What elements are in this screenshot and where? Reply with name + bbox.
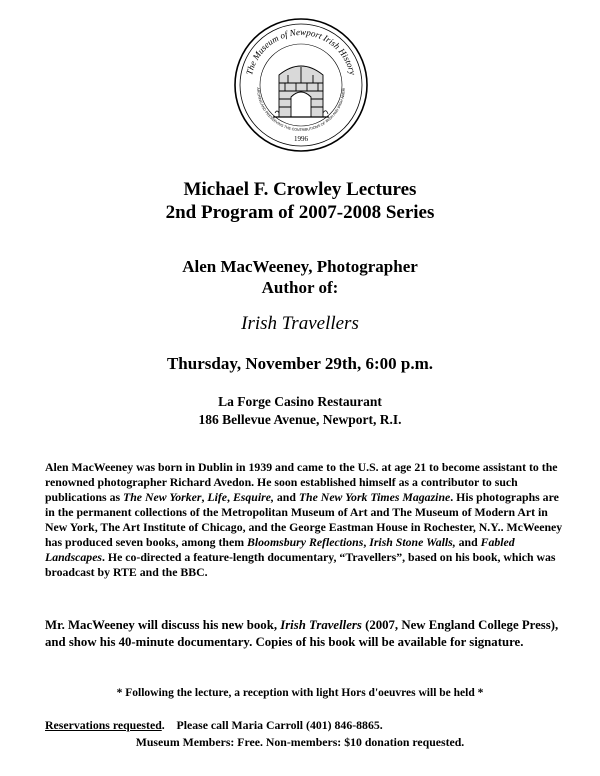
venue-address: 186 Bellevue Avenue, Newport, R.I. xyxy=(198,412,402,427)
venue-name: La Forge Casino Restaurant xyxy=(218,394,382,409)
reservations-label: Reservations requested xyxy=(45,718,162,732)
lecture-series-title: Michael F. Crowley Lectures xyxy=(183,179,417,200)
program-subtitle: 2nd Program of 2007-2008 Series xyxy=(165,202,435,223)
lecture-description: Mr. MacWeeney will discuss his new book, Irish Travellers (2007, New England College Press), and show his 40-minute documentary. Copies of his book will be available for signature. xyxy=(45,618,559,649)
speaker-bio: Alen MacWeeney was born in Dublin in 1939 and came to the U.S. at age 21 to become assistant to the renowned photographer Richard Avedon. He soon established himself as a contributor to such publications as The New Yorker, Life, Esquire, and The New York Times Magazine. His photographs are in the permanent collections of the Metropolitan Museum of Art and The Museum of Modern Art in New York, The Art Institute of Chicago, and the George Eastman House in Rochester, N.Y.. McWeeney has produced seven books, among them Bloomsbury Reflections, Irish Stone Walls, and Fabled Landscapes. He co-directed a feature-length documentary, “Travellers”, based on his book, which was broadcast by RTE and the BBC. xyxy=(45,460,563,579)
reception-note: * Following the lecture, a reception with light Hors d'oeuvres will be held * xyxy=(116,687,484,699)
svg-text:The Museum of Newport Irish Hi: The Museum of Newport Irish History xyxy=(244,26,358,76)
reservations-line: Reservations requested. Please call Maria Carroll (401) 846-8865. xyxy=(45,718,383,732)
author-of-label: Author of: xyxy=(261,278,339,297)
stone-tower-icon xyxy=(273,66,329,117)
svg-text:1996: 1996 xyxy=(294,135,308,143)
event-datetime: Thursday, November 29th, 6:00 p.m. xyxy=(166,354,434,373)
museum-seal-logo xyxy=(233,17,369,153)
admission-note: Museum Members: Free. Non-members: $10 donation requested. xyxy=(135,735,465,749)
book-title: Irish Travellers xyxy=(241,313,359,334)
speaker-name: Alen MacWeeney, Photographer xyxy=(182,257,418,276)
svg-text:RESEARCHING AND PRESERVING THE: ARCHING AND PRESERVING THE CONTRIBUTIONS OF IRISH AND IRISH AMERI xyxy=(255,87,346,133)
